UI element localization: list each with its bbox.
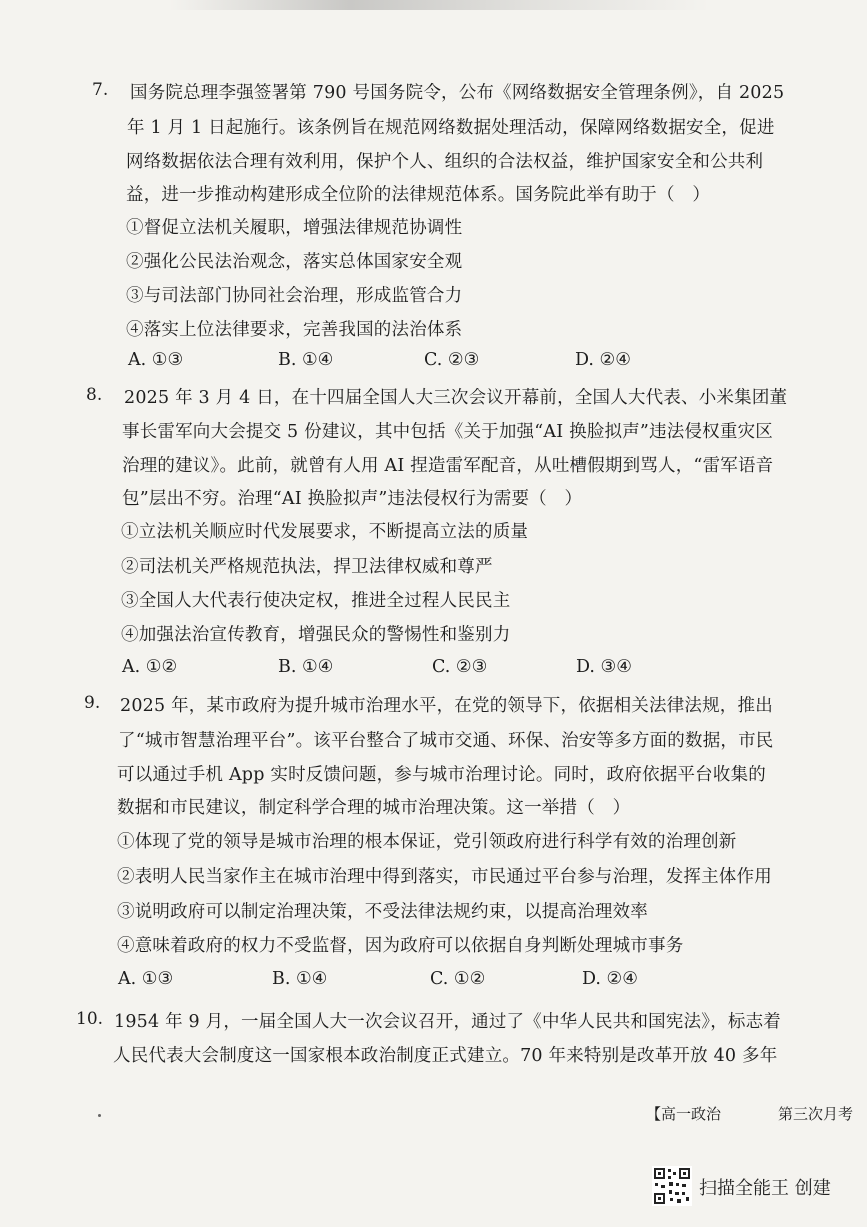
answer-option-c: C. ①② — [430, 969, 486, 989]
answer-option-d: D. ③④ — [576, 657, 632, 677]
question-number: 9. — [84, 693, 101, 713]
question-number: 10. — [76, 1009, 104, 1029]
scanner-watermark: 扫描全能王 创建 — [699, 1178, 831, 1199]
question-stem-line: 1954 年 9 月，一届全国人大一次会议召开，通过了《中华人民共和国宪法》，标志着 — [114, 1012, 782, 1032]
footer-subject: 【高一政治 — [646, 1105, 722, 1123]
statement-item: ①立法机关顺应时代发展要求，不断提高立法的质量 — [121, 522, 529, 542]
statement-item: ①督促立法机关履职，增强法律规范协调性 — [126, 218, 463, 238]
question-stem-line: 了“城市智慧治理平台”。该平台整合了城市交通、环保、治安等多方面的数据，市民 — [118, 731, 774, 751]
question-stem-line: 网络数据依法合理有效利用，保护个人、组织的合法权益，维护国家安全和公共利 — [126, 152, 764, 172]
answer-option-b: B. ①④ — [278, 350, 334, 370]
answer-option-b: B. ①④ — [278, 657, 334, 677]
statement-item: ②表明人民当家作主在城市治理中得到落实，市民通过平台参与治理，发挥主体作用 — [117, 867, 772, 887]
statement-item: ②司法机关严格规范执法，捍卫法律权威和尊严 — [121, 557, 493, 577]
question-stem-line: 治理的建议》。此前，就曾有人用 AI 捏造雷军配音，从吐槽假期到骂人，“雷军语音 — [122, 456, 774, 476]
question-stem-line: 包”层出不穷。治理“AI 换脸拟声”违法侵权行为需要（ ） — [122, 489, 583, 509]
question-stem-line: 年 1 月 1 日起施行。该条例旨在规范网络数据处理活动，保障网络数据安全，促进 — [127, 118, 775, 138]
answer-option-d: D. ②④ — [582, 969, 638, 989]
question-stem-line: 人民代表大会制度这一国家根本政治制度正式建立。70 年来特别是改革开放 40 多年 — [113, 1046, 778, 1066]
footer-exam-name: 第三次月考 — [778, 1105, 854, 1123]
question-stem-line: 益，进一步推动构建形成全位阶的法律规范体系。国务院此举有助于（ ） — [126, 185, 711, 205]
question-stem-line: 国务院总理李强签署第 790 号国务院令，公布《网络数据安全管理条例》，自 2025 — [130, 83, 785, 103]
statement-item: ③与司法部门协同社会治理，形成监管合力 — [126, 286, 463, 306]
statement-item: ④加强法治宣传教育，增强民众的警惕性和鉴别力 — [121, 625, 511, 645]
statement-item: ③说明政府可以制定治理决策，不受法律法规约束，以提高治理效率 — [117, 902, 648, 922]
statement-item: ①体现了党的领导是城市治理的根本保证，党引领政府进行科学有效的治理创新 — [117, 832, 737, 852]
statement-item: ④落实上位法律要求，完善我国的法治体系 — [126, 320, 463, 340]
question-number: 7. — [92, 80, 109, 100]
answer-option-b: B. ①④ — [272, 969, 328, 989]
qr-code-icon — [652, 1166, 692, 1206]
question-number: 8. — [86, 385, 103, 405]
scan-speck — [98, 1114, 101, 1117]
answer-option-a: A. ①③ — [128, 350, 184, 370]
scan-edge-mark — [170, 0, 710, 10]
answer-option-d: D. ②④ — [575, 350, 631, 370]
answer-option-c: C. ②③ — [424, 350, 480, 370]
question-stem-line: 可以通过手机 App 实时反馈问题，参与城市治理讨论。同时，政府依据平台收集的 — [117, 765, 766, 785]
question-stem-line: 2025 年，某市政府为提升城市治理水平，在党的领导下，依据相关法律法规，推出 — [120, 696, 773, 716]
statement-item: ②强化公民法治观念，落实总体国家安全观 — [126, 252, 463, 272]
answer-option-a: A. ①③ — [118, 969, 174, 989]
statement-item: ④意味着政府的权力不受监督，因为政府可以依据自身判断处理城市事务 — [117, 936, 684, 956]
answer-option-a: A. ①② — [122, 657, 178, 677]
question-stem-line: 2025 年 3 月 4 日，在十四届全国人大三次会议开幕前，全国人大代表、小米集团董 — [124, 388, 788, 408]
question-stem-line: 事长雷军向大会提交 5 份建议，其中包括《关于加强“AI 换脸拟声”违法侵权重灾区 — [122, 422, 773, 442]
question-stem-line: 数据和市民建议，制定科学合理的城市治理决策。这一举措（ ） — [117, 798, 631, 818]
answer-option-c: C. ②③ — [432, 657, 488, 677]
statement-item: ③全国人大代表行使决定权，推进全过程人民民主 — [121, 591, 511, 611]
